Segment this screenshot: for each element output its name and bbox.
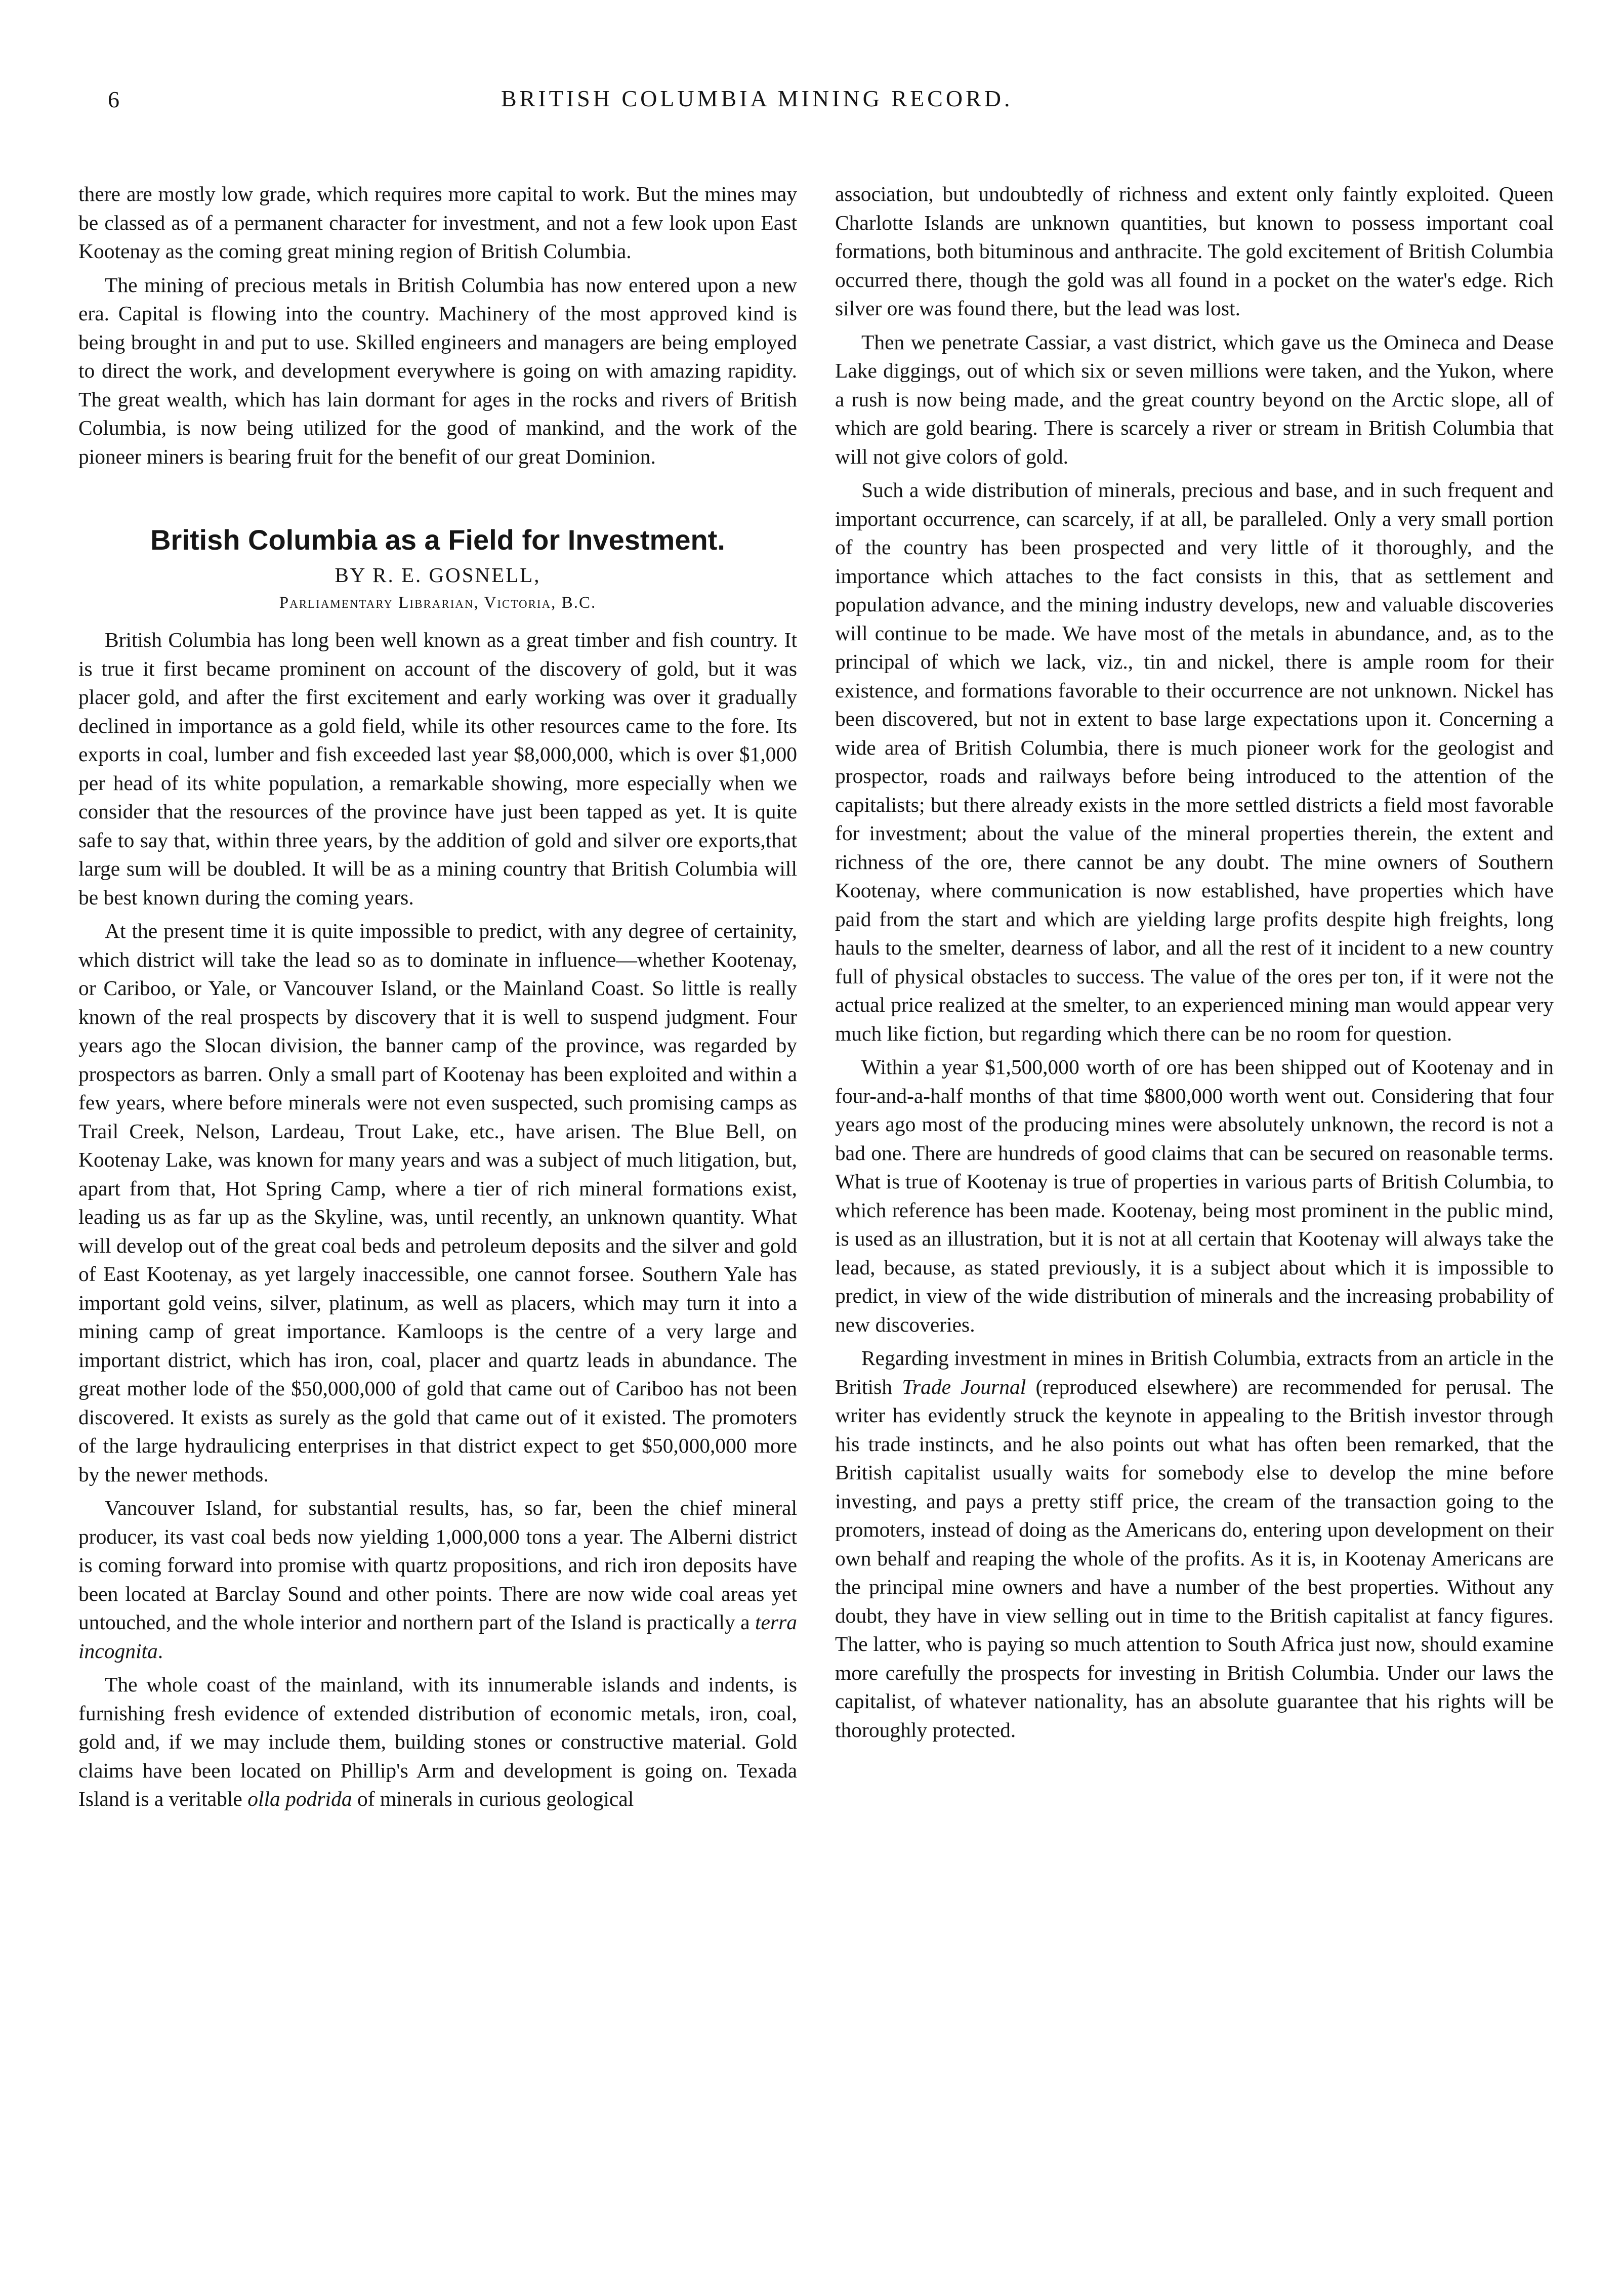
paragraph-text: . <box>157 1639 163 1663</box>
paragraph: At the present time it is quite impossible to predict, with any degree of certainity, which district will take the lead so as to dominate in influence—whether Kootenay, or Cariboo, or Yale, or Vancouver Island, or the Mainland Coast. So little is really known of the real prospects by discovery that it is well to suspend judgment. Four years ago the Slocan division, the banner camp of the province, was regarded by prospectors as barren. Only a small part of Kootenay has been exploited and within a few years, where before minerals were not even suspected, such promising camps as Trail Creek, Nelson, Lardeau, Trout Lake, etc., have arisen. The Blue Bell, on Kootenay Lake, was known for many years and was a subject of much litigation, but, apart from that, Hot Spring Camp, where a tier of rich mineral formations exist, leading us as far up as the Skyline, was, until recently, an unknown quantity. What will develop out of the great coal beds and petroleum deposits and the silver and gold of East Kootenay, as yet largely inaccessible, one cannot forsee. Southern Yale has important gold veins, silver, platinum, as well as placers, which may turn it into a mining camp of great importance. Kamloops is the centre of a very large and important district, which has iron, coal, placer and quartz leads in abundance. The great mother lode of the $50,000,000 of gold that came out of Cariboo has not been discovered. It exists as surely as the gold that came out of it existed. The promoters of the large hydraulicing enterprises in that district expect to get $50,000,000 more by the newer methods. <box>78 919 797 1486</box>
author-affiliation: Parliamentary Librarian, Victoria, B.C. <box>279 594 597 612</box>
page-number: 6 <box>108 87 119 112</box>
paragraph: British Columbia has long been well known as a great timber and fish country. It is true it first became prominent on account of the discovery of gold, but it was placer gold, and after the first excitement and early working was over it gradually declined in importance as a gold field, while its other resources came to the fore. Its exports in coal, lumber and fish exceeded last year $8,000,000, which is over $1,000 per head of its white population, a remarkable showing, more especially when we consider that the resources of the province have just been tapped as yet. It is quite safe to say that, within three years, by the addition of gold and silver ore exports,that large sum will be doubled. It will be as a mining country that British Columbia will be best known during the coming years. <box>78 628 797 909</box>
paragraph-text: Vancouver Island, for substantial results, has, so far, been the chief mineral producer, its vast coal beds now yielding 1,000,000 tons a year. The Alberni district is coming forward into promise with quartz propositions, and rich iron deposits have been located at Barclay Sound and other points. There are now wide coal areas yet untouched, and the whole interior and northern part of the Island is practically a <box>78 1496 797 1634</box>
paragraph-continued: association, but undoubtedly of richness and extent only faintly exploited. Queen Charlotte Islands are unknown quantities, but known to possess important coal formations, both bituminous and anthracite. The gold excitement of British Columbia occurred there, though the gold was all found in a pocket on the water's edge. Rich silver ore was found there, but the lead was lost. <box>835 182 1554 320</box>
paragraph-text: (reproduced elsewhere) are recommended for perusal. The writer has evidently struck the keynote in appealing to the British investor through his trade instincts, and he also points out what has often been remarked, that the British capitalist usually waits for somebody else to develop the mine before investing, and pays a pretty stiff price, the cream of the transaction going to the promoters, instead of doing as the Americans do, entering upon development on their own behalf and reaping the whole of the profits. As it is, in Kootenay Americans are the principal mine owners and have a number of the best properties. Without any doubt, they have in view selling out in time to the British capitalist at fancy figures. The latter, who is paying so much attention to South Africa just now, should examine more carefully the prospects for investing in British Columbia. Under our laws the capitalist, of whatever nationality, has an absolute guarantee that his rights will be thoroughly protected. <box>835 1375 1554 1742</box>
italic-phrase: terra incognita <box>78 1610 797 1663</box>
paragraph-text: of minerals in curious geological <box>352 1787 634 1810</box>
italic-phrase: Trade Journal <box>902 1375 1026 1398</box>
paragraph: Within a year $1,500,000 worth of ore has been shipped out of Kootenay and in four-and-a-half months of that time $800,000 worth went out. Considering that four years ago most of the producing mines were absolutely unknown, the record is not a bad one. There are hundreds of good claims that can be secured on reasonable terms. What is true of Kootenay is true of properties in various parts of British Columbia, to which reference has been made. Kootenay, being most prominent in the public mind, is used as an illustration, but it is not at all certain that Kootenay will always take the lead, because, as stated previously, it is a subject about which it is impossible to predict, in view of the wide distribution of minerals and the increasing probability of new discoveries. <box>835 1055 1554 1336</box>
paragraph <box>78 1670 797 1813</box>
italic-phrase: olla podrida <box>247 1787 352 1810</box>
paragraph-continued: there are mostly low grade, which requires more capital to work. But the mines may be classed as of a permanent character for investment, and not a few look upon East Kootenay as the coming great mining region of British Columbia. <box>78 182 797 263</box>
paragraph <box>835 1344 1554 1744</box>
article-byline: BY R. E. GOSNELL, <box>335 563 541 587</box>
paragraph: Such a wide distribution of minerals, precious and base, and in such frequent and important occurrence, can scarcely, if at all, be paralleled. Only a very small portion of the country has been prospected and very little of it thoroughly, and the importance which attaches to the fact consists in this, that as settlement and population advance, and the mining industry develops, new and valuable discoveries will continue to be made. We have most of the metals in abundance, and, as to the principal of which we lack, viz., tin and nickel, there is ample room for their existence, and formations favorable to their occurrence are not unknown. Nickel has been discovered, but not in extent to base large expectations upon it. Concerning a wide area of British Columbia, there is much pioneer work for the geologist and prospector, roads and railways before being introduced to the attention of the capitalists; but there already exists in the more settled districts a field most favorable for investment; about the value of the mineral properties therein, the extent and richness of the ore, there cannot be any doubt. The mine owners of Southern Kootenay, where communication is now established, have properties which have paid from the start and which are yielding large profits despite high freights, long hauls to the smelter, dearness of labor, and all the rest of it incident to a new country full of physical obstacles to success. The value of the ores per ton, if it were not the actual price realized at the smelter, to an experienced mining man would appear very much like fiction, but regarding which there can be no room for question. <box>835 478 1554 1045</box>
article-title: British Columbia as a Field for Investment. <box>150 524 725 556</box>
paragraph: The mining of precious metals in British Columbia has now entered upon a new era. Capital is flowing into the country. Machinery of the most approved kind is being brought in and put to use. Skilled engineers and managers are being employed to direct the work, and development everywhere is going on with amazing rapidity. The great wealth, which has lain dormant for ages in the rocks and rivers of British Columbia, is now being utilized for the good of mankind, and the work of the pioneer miners is bearing fruit for the benefit of our great Dominion. <box>78 273 797 468</box>
right-column <box>835 180 1554 1749</box>
paragraph <box>78 1494 797 1665</box>
paragraph-text: Regarding investment in mines in British Columbia, extracts from an article in the British <box>835 1346 1554 1398</box>
paragraph: Then we penetrate Cassiar, a vast district, which gave us the Omineca and Dease Lake diggings, out of which six or seven millions were taken, and the Yukon, where a rush is now being made, and the great country beyond on the Arctic slope, all of which are gold bearing. There is scarcely a river or stream in British Columbia that will not give colors of gold. <box>835 330 1554 468</box>
running-title: BRITISH COLUMBIA MINING RECORD. <box>501 86 1013 111</box>
left-column <box>78 180 797 1818</box>
paragraph-text: The whole coast of the mainland, with its innumerable islands and indents, is furnishing fresh evidence of extended distribution of economic metals, iron, coal, gold and, if we may include them, building stones or constructive material. Gold claims have been located on Phillip's Arm and development is going on. Texada Island is a veritable <box>78 1673 797 1810</box>
